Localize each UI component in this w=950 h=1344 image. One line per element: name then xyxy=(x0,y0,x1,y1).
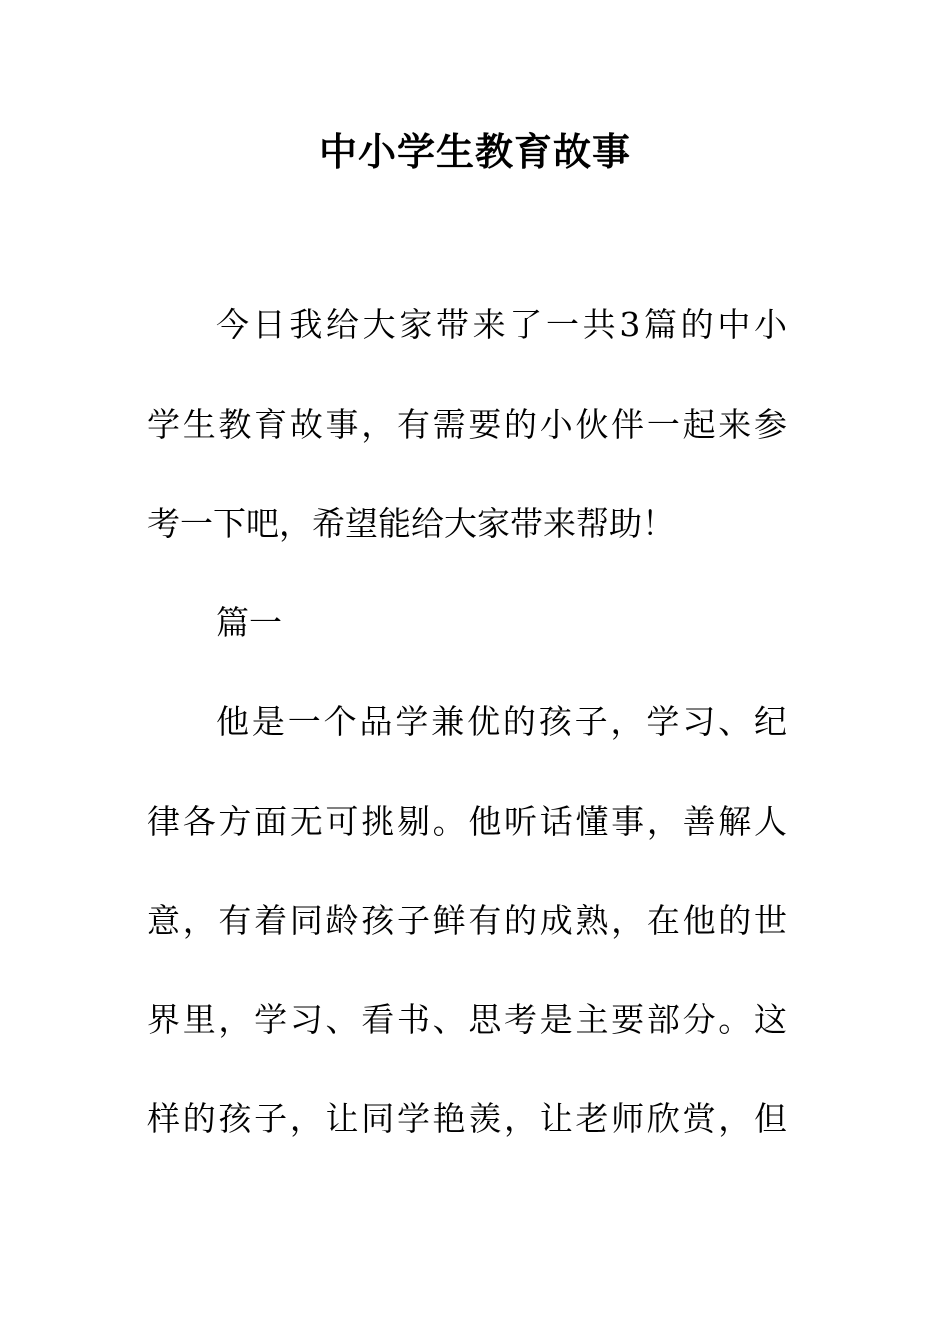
paragraph-line: 今日我给大家带来了一共3篇的中小 xyxy=(216,305,787,344)
paragraph-line: 考一下吧，希望能给大家带来帮助！ xyxy=(147,504,675,543)
section-heading: 篇一 xyxy=(216,603,282,642)
paragraph-line: 学生教育故事，有需要的小伙伴一起来参 xyxy=(147,405,787,444)
paragraph-line: 律各方面无可挑剔。他听话懂事，善解人 xyxy=(147,802,787,841)
paragraph-line: 他是一个品学兼优的孩子，学习、纪 xyxy=(216,702,787,741)
paragraph-line: 意，有着同龄孩子鲜有的成熟，在他的世 xyxy=(147,901,787,940)
paragraph-line: 样的孩子，让同学艳羡，让老师欣赏，但 xyxy=(147,1099,787,1138)
document-title: 中小学生教育故事 xyxy=(318,129,631,174)
paragraph-line: 界里，学习、看书、思考是主要部分。这 xyxy=(147,1000,787,1039)
